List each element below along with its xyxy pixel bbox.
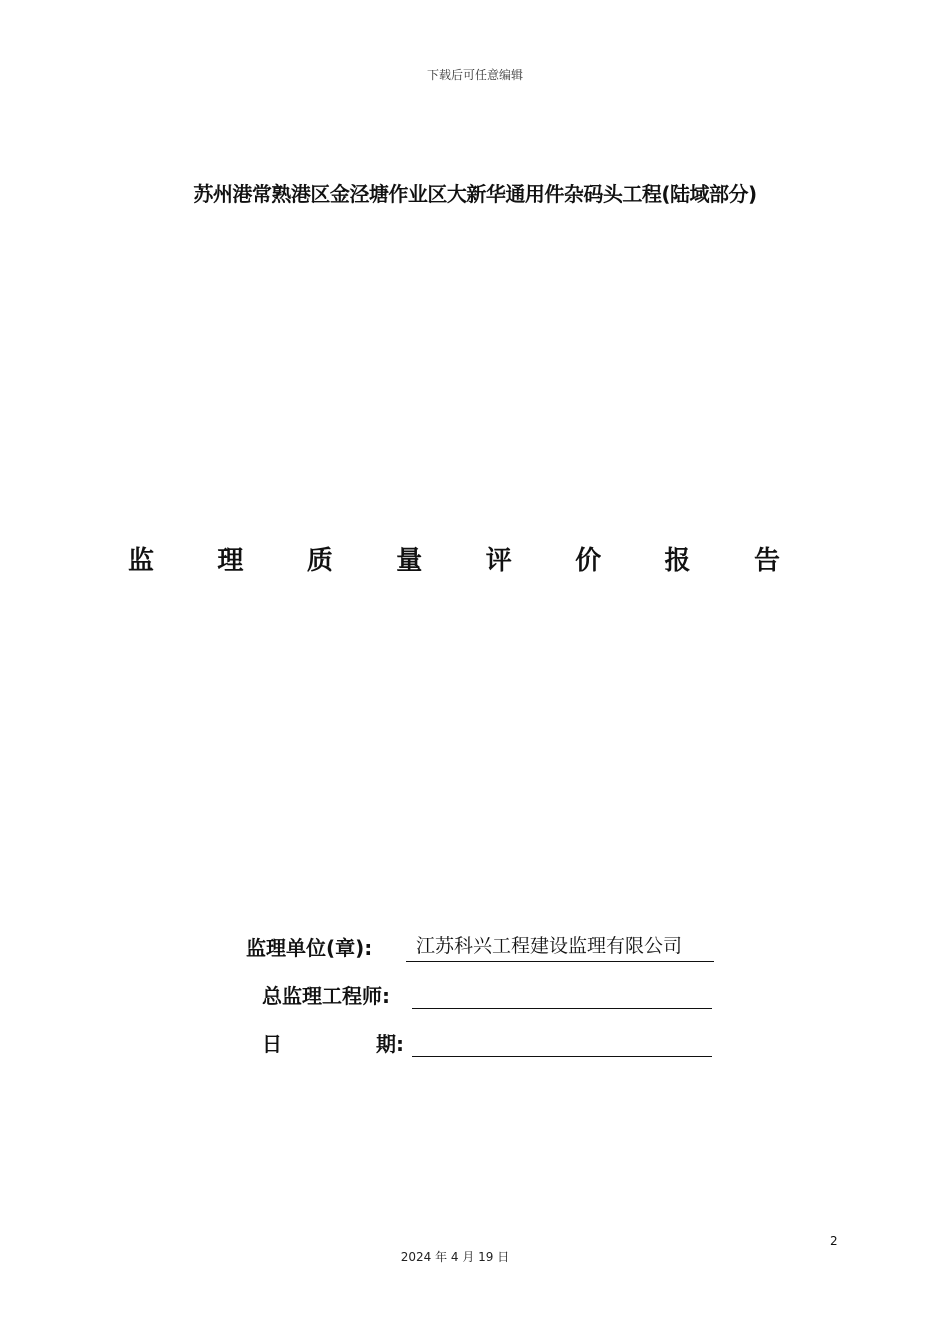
report-title-char: 告 [753, 546, 780, 576]
supervision-unit-row [246, 932, 726, 980]
report-title-char: 监 [128, 546, 155, 576]
signature-block [246, 932, 726, 1076]
chief-engineer-label: 总监理工程师: [262, 984, 390, 1008]
chief-engineer-blank-line [412, 1007, 712, 1009]
footer-date: 2024 年 4 月 19 日 [400, 1250, 510, 1264]
report-title-char: 理 [217, 546, 244, 576]
project-title: 苏州港常熟港区金泾塘作业区大新华通用件杂码头工程(陆域部分) [193, 182, 757, 206]
supervision-unit-label: 监理单位(章): [246, 936, 373, 960]
supervision-unit-value: 江苏科兴工程建设监理有限公司 [406, 932, 714, 962]
header-note: 下载后可任意编辑 [426, 68, 523, 82]
date-blank-line [412, 1055, 712, 1057]
chief-engineer-row [246, 980, 726, 1028]
report-title-char: 量 [396, 546, 423, 576]
report-title-char: 价 [575, 546, 602, 576]
page-number: 2 [830, 1234, 838, 1248]
report-title [128, 540, 780, 577]
date-label-period: 期: [376, 1032, 404, 1056]
date-row [246, 1028, 726, 1076]
report-title-char: 评 [485, 546, 512, 576]
report-title-char: 报 [664, 546, 691, 576]
report-title-char: 质 [306, 546, 333, 576]
date-label-day: 日 [262, 1032, 282, 1056]
